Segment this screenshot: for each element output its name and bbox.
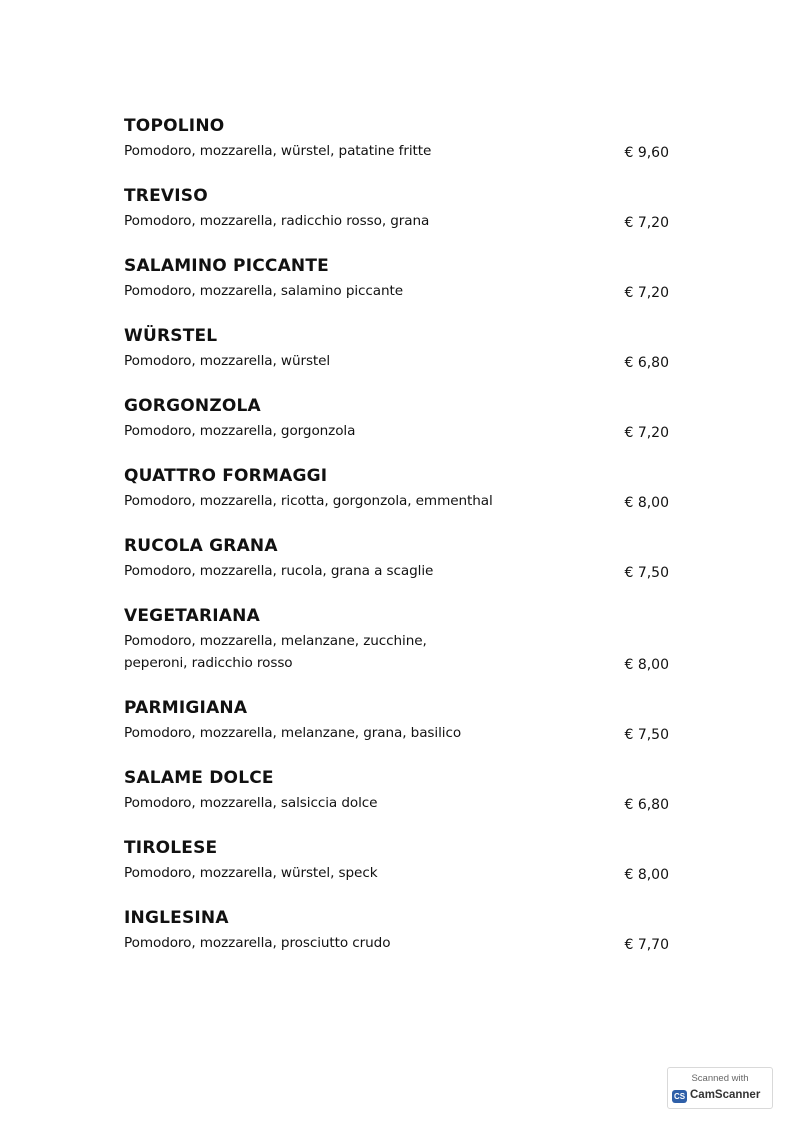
item-name: TREVISO: [124, 186, 208, 206]
item-description: Pomodoro, mozzarella, salsiccia dolce: [124, 795, 378, 811]
menu-item: [124, 115, 669, 185]
camscanner-watermark: [667, 1067, 773, 1109]
item-name: GORGONZOLA: [124, 396, 261, 416]
item-description: Pomodoro, mozzarella, rucola, grana a scaglie: [124, 563, 434, 579]
item-description-line: Pomodoro, mozzarella, melanzane, zucchine,: [124, 633, 427, 649]
item-name: TOPOLINO: [124, 116, 225, 136]
item-name: TIROLESE: [124, 838, 218, 858]
item-price: € 6,80: [624, 355, 669, 371]
item-name: SALAMINO PICCANTE: [124, 256, 329, 276]
item-name: VEGETARIANA: [124, 606, 260, 626]
camscanner-logo-icon: CS: [673, 1092, 686, 1101]
menu-item: [124, 907, 669, 977]
item-name: RUCOLA GRANA: [124, 536, 278, 556]
item-description: Pomodoro, mozzarella, prosciutto crudo: [124, 935, 391, 951]
item-name: WÜRSTEL: [124, 326, 218, 346]
item-description: Pomodoro, mozzarella, würstel, speck: [124, 865, 378, 881]
item-description: Pomodoro, mozzarella, melanzane, grana, basilico: [124, 725, 462, 741]
watermark-caption: Scanned with: [691, 1073, 749, 1084]
menu-item: [124, 395, 669, 465]
item-description: Pomodoro, mozzarella, salamino piccante: [124, 283, 404, 299]
item-description: Pomodoro, mozzarella, würstel: [124, 353, 331, 369]
menu-item: [124, 697, 669, 767]
item-price: € 8,00: [624, 657, 669, 673]
item-price: € 7,50: [624, 727, 669, 743]
item-description: Pomodoro, mozzarella, gorgonzola: [124, 423, 356, 439]
menu-item: [124, 837, 669, 907]
item-description-line: peperoni, radicchio rosso: [124, 655, 293, 671]
item-price: € 6,80: [624, 797, 669, 813]
item-price: € 7,20: [624, 285, 669, 301]
pizza-menu: [124, 115, 669, 977]
item-name: PARMIGIANA: [124, 698, 248, 718]
item-description: Pomodoro, mozzarella, radicchio rosso, grana: [124, 213, 430, 229]
menu-item: [124, 185, 669, 255]
menu-item: [124, 325, 669, 395]
menu-item: [124, 767, 669, 837]
item-description: Pomodoro, mozzarella, würstel, patatine fritte: [124, 143, 432, 159]
watermark-brand: CamScanner: [690, 1089, 761, 1101]
item-price: € 7,20: [624, 425, 669, 441]
item-name: QUATTRO FORMAGGI: [124, 466, 328, 486]
item-price: € 7,50: [624, 565, 669, 581]
menu-item: [124, 535, 669, 605]
item-price: € 8,00: [624, 495, 669, 511]
item-price: € 7,70: [624, 937, 669, 953]
item-description: [124, 630, 669, 674]
item-name: INGLESINA: [124, 908, 229, 928]
item-price: € 8,00: [624, 867, 669, 883]
item-name: SALAME DOLCE: [124, 768, 274, 788]
item-description: Pomodoro, mozzarella, ricotta, gorgonzola, emmenthal: [124, 493, 493, 509]
item-price: € 7,20: [624, 215, 669, 231]
menu-item: [124, 465, 669, 535]
menu-item: [124, 605, 669, 697]
menu-item: [124, 255, 669, 325]
item-price: € 9,60: [624, 145, 669, 161]
